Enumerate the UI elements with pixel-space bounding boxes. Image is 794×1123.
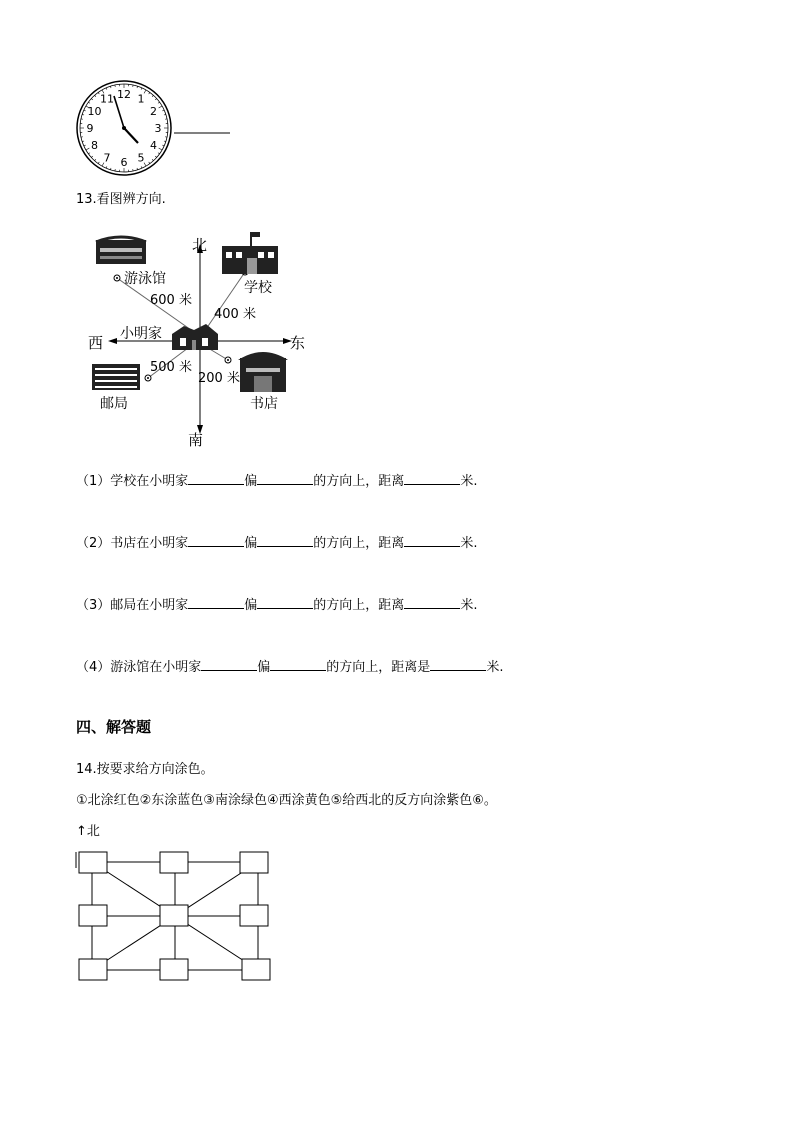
section-4-heading: 四、解答题: [76, 718, 152, 736]
clock-numeral: 7: [103, 151, 111, 165]
box-southeast: [242, 959, 270, 980]
post-office-building-icon: [92, 364, 140, 390]
q13-sub-4-blank-2[interactable]: [270, 658, 326, 671]
question-14-instructions: ①北涂红色②东涂蓝色③南涂绿色④西涂黄色⑤给西北的反方向涂紫色⑥。: [76, 793, 497, 808]
q13-sub-2-blank-1[interactable]: [188, 534, 244, 547]
label-home: 小明家: [120, 326, 162, 342]
label-east: 东: [290, 334, 306, 352]
bookstore-building-icon: [238, 352, 288, 392]
home-house-icon: [172, 324, 218, 350]
q13-sub-1-blank-1[interactable]: [188, 472, 244, 485]
q13-sub-2-unit: 米.: [460, 536, 478, 551]
box-south: [160, 959, 188, 980]
box-north: [160, 852, 188, 873]
q13-sub-4-blank-1[interactable]: [201, 658, 257, 671]
clock-numeral: 5: [137, 151, 145, 165]
clock-numeral: 10: [87, 105, 102, 118]
box-west: [79, 905, 107, 926]
clock-numeral: 11: [100, 92, 114, 106]
direction-color-grid: [72, 846, 282, 986]
school-building-icon: [222, 232, 278, 274]
label-school-distance: 400 米: [214, 307, 256, 322]
q13-sub-2-mid: 的方向上，距离: [313, 536, 405, 551]
q13-sub-2-blank-2[interactable]: [257, 534, 313, 547]
clock-numeral: 6: [120, 156, 128, 169]
question-13-title: 13.看图辨方向.: [76, 192, 166, 207]
q13-sub-4-unit: 米.: [486, 660, 504, 675]
q13-sub-4-pian: 偏: [257, 660, 271, 675]
question-14-title: 14.按要求给方向涂色。: [76, 762, 214, 777]
q13-sub-1-mid: 的方向上，距离: [313, 474, 405, 489]
q13-sub-3-blank-1[interactable]: [188, 596, 244, 609]
q13-sub-1-unit: 米.: [460, 474, 478, 489]
q13-sub-4-mid: 的方向上，距离是: [326, 660, 431, 675]
clock-numeral: 1: [137, 92, 145, 106]
label-pool: 游泳馆: [124, 271, 166, 287]
label-south: 南: [188, 431, 204, 449]
label-pool-distance: 600 米: [150, 293, 192, 308]
q13-sub-1-prefix: （1）学校在小明家: [76, 474, 189, 489]
clock-numeral: 9: [86, 122, 94, 135]
label-post: 邮局: [100, 396, 128, 412]
box-southwest: [79, 959, 107, 980]
label-bookstore-distance: 200 米: [198, 371, 240, 386]
box-center: [160, 905, 188, 926]
q13-sub-4-prefix: （4）游泳馆在小明家: [76, 660, 202, 675]
q13-sub-3-mid: 的方向上，距离: [313, 598, 405, 613]
q13-sub-3-blank-2[interactable]: [257, 596, 313, 609]
q13-sub-4: [76, 656, 503, 675]
q13-sub-3: [76, 594, 477, 613]
clock-numeral: 8: [91, 139, 99, 152]
q13-sub-2: [76, 532, 477, 551]
q13-sub-1: [76, 470, 477, 489]
label-west: 西: [88, 334, 104, 352]
clock-numeral: 3: [154, 122, 162, 135]
arrow-west: [108, 338, 117, 344]
north-arrow-icon: ↑: [76, 824, 87, 839]
north-indicator-label: 北: [86, 824, 100, 839]
q13-sub-3-prefix: （3）邮局在小明家: [76, 598, 189, 613]
q13-sub-1-blank-3[interactable]: [404, 472, 460, 485]
clock-numeral: 12: [117, 88, 131, 101]
q13-sub-2-prefix: （2）书店在小明家: [76, 536, 189, 551]
line-to-school: [204, 272, 245, 332]
q13-sub-2-blank-3[interactable]: [404, 534, 460, 547]
clock-numeral: 2: [149, 105, 157, 118]
box-northwest: [79, 852, 107, 873]
clock-figure: [74, 80, 234, 180]
clock-center: [122, 126, 126, 130]
north-indicator: [76, 820, 100, 839]
q13-sub-1-pian: 偏: [244, 474, 258, 489]
q13-sub-2-pian: 偏: [244, 536, 258, 551]
q13-sub-3-pian: 偏: [244, 598, 258, 613]
box-east: [240, 905, 268, 926]
direction-map: [84, 228, 314, 450]
label-bookstore: 书店: [250, 396, 278, 412]
clock-numeral: 4: [149, 139, 157, 152]
q13-sub-4-blank-3[interactable]: [430, 658, 486, 671]
q13-sub-3-blank-3[interactable]: [404, 596, 460, 609]
label-school: 学校: [244, 280, 272, 296]
label-north: 北: [192, 236, 208, 254]
q13-sub-1-blank-2[interactable]: [257, 472, 313, 485]
label-post-distance: 500 米: [150, 360, 192, 375]
q13-sub-3-unit: 米.: [460, 598, 478, 613]
box-northeast: [240, 852, 268, 873]
pool-building-icon: [96, 237, 146, 264]
